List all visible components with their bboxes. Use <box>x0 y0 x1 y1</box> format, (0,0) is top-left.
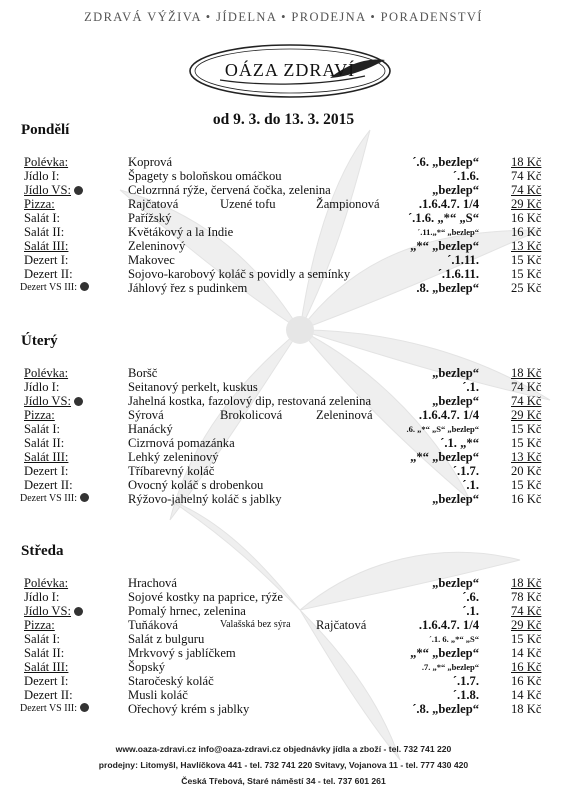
dish-name: Sojovo-karobový koláč s povidly a semínky <box>128 267 351 281</box>
vs-badge-icon <box>74 186 83 195</box>
allergen-codes: ´.1. <box>462 380 479 394</box>
menu-row <box>0 225 567 239</box>
menu-category <box>24 464 106 478</box>
menu-row <box>0 450 567 464</box>
price: 16 Kč <box>511 492 542 506</box>
dish-name: Rýžovo-jahelný koláč s jablky <box>128 492 282 506</box>
menu-category-label: Dezert VS III: <box>20 703 78 714</box>
vs-badge-icon <box>74 397 83 406</box>
allergen-codes: „bezlep“ <box>432 492 479 506</box>
price: 16 Kč <box>511 674 542 688</box>
dish-name: Makovec <box>128 253 175 267</box>
allergen-codes: „*“ „bezlep“ <box>410 450 479 464</box>
pizza-option: Valašská bez sýra <box>220 619 291 630</box>
price: 15 Kč <box>511 436 542 450</box>
vs-badge-icon <box>80 703 89 712</box>
allergen-codes: „bezlep“ <box>432 366 479 380</box>
menu-row <box>0 394 567 408</box>
menu-category <box>24 590 106 604</box>
allergen-codes: „bezlep“ <box>432 576 479 590</box>
menu-category-label: Jídlo I: <box>24 380 60 394</box>
dish-name: Boršč <box>128 366 158 380</box>
pizza-option: Brokolicová <box>220 408 283 422</box>
price: 15 Kč <box>511 422 542 436</box>
price: 15 Kč <box>511 253 542 267</box>
dish-name: Hrachová <box>128 576 177 590</box>
allergen-codes: ´.1.7. <box>452 464 479 478</box>
dish-name: Zeleninový <box>128 239 186 253</box>
menu-category <box>24 225 106 239</box>
allergen-codes: ´.1. 6. „*“ „S“ <box>428 634 479 644</box>
price: 16 Kč <box>511 225 542 239</box>
menu-category-label: Dezert II: <box>24 267 73 281</box>
allergen-codes: ´.1. <box>462 604 479 618</box>
allergen-codes: .6. „*“ „S“ „bezlep“ <box>406 424 479 434</box>
date-range: od 9. 3. do 13. 3. 2015 <box>212 111 355 128</box>
day-title: Středa <box>21 543 64 559</box>
menu-category <box>24 211 106 225</box>
menu-row <box>0 239 567 253</box>
allergen-codes: „bezlep“ <box>432 183 479 197</box>
menu-category-label: Dezert VS III: <box>20 493 78 504</box>
menu-category-label: Dezert II: <box>24 478 73 492</box>
allergen-codes: .1.6.4.7. 1/4 <box>418 197 479 211</box>
menu-category <box>24 632 106 646</box>
logo-name: OÁZA ZDRAVÍ <box>224 60 356 80</box>
dish-name: Špagety s boloňskou omáčkou <box>128 169 282 183</box>
menu-category-label: Polévka: <box>24 366 69 380</box>
price: 74 Kč <box>511 169 542 183</box>
menu-row <box>0 646 567 660</box>
menu-category <box>24 688 106 702</box>
pizza-option: Zeleninová <box>316 408 373 422</box>
menu-items <box>0 576 567 716</box>
pizza-option: Rajčatová <box>128 197 179 211</box>
menu-category-label: Dezert VS III: <box>20 282 78 293</box>
allergen-codes: ´.1.11. <box>447 253 479 267</box>
menu-row <box>0 688 567 702</box>
footer-store-ceska-trebova: Česká Třebová, Staré náměstí 34 - tel. 737 601 261 <box>181 776 386 786</box>
pizza-option: Žampionová <box>316 197 380 211</box>
menu-row <box>0 702 567 716</box>
allergen-codes: .8. „bezlep“ <box>416 281 479 295</box>
menu-category <box>20 702 102 716</box>
dish-name: Koprová <box>128 155 173 169</box>
menu-row <box>0 422 567 436</box>
menu-category <box>24 253 106 267</box>
menu-row <box>0 492 567 506</box>
pizza-option: Tuňáková <box>128 618 178 632</box>
menu-category-label: Pizza: <box>24 618 55 632</box>
menu-row <box>0 590 567 604</box>
price: 29 Kč <box>511 618 542 632</box>
menu-row <box>0 408 567 422</box>
price: 25 Kč <box>511 281 542 295</box>
menu-row <box>0 380 567 394</box>
menu-category-label: Salát I: <box>24 632 61 646</box>
menu-row <box>0 674 567 688</box>
menu-category <box>24 380 106 394</box>
menu-category <box>20 281 102 295</box>
dish-name: Pomalý hrnec, zelenina <box>128 604 246 618</box>
dish-name: Staročeský koláč <box>128 674 214 688</box>
menu-category-label: Dezert I: <box>24 253 69 267</box>
price: 74 Kč <box>511 394 542 408</box>
menu-category-label: Pizza: <box>24 197 55 211</box>
dish-name: Celozrnná rýže, červená čočka, zelenina <box>128 183 331 197</box>
menu-category-label: Salát III: <box>24 660 69 674</box>
dish-name: Cizrnová pomazánka <box>128 436 235 450</box>
menu-category <box>24 408 106 422</box>
vs-badge-icon <box>74 607 83 616</box>
menu-category <box>20 492 102 506</box>
dish-name: Seitanový perkelt, kuskus <box>128 380 258 394</box>
price: 14 Kč <box>511 688 542 702</box>
allergen-codes: ´.1.6. <box>452 169 479 183</box>
vs-badge-icon <box>80 493 89 502</box>
menu-category-label: Salát I: <box>24 422 61 436</box>
price: 74 Kč <box>511 380 542 394</box>
pizza-option: Sýrová <box>128 408 164 422</box>
price: 16 Kč <box>511 211 542 225</box>
menu-category-label: Dezert I: <box>24 464 69 478</box>
allergen-codes: ´.1.7. <box>452 674 479 688</box>
dish-name: Ovocný koláč s drobenkou <box>128 478 264 492</box>
price: 15 Kč <box>511 267 542 281</box>
allergen-codes: ´.1.6. „*“ „S“ <box>407 211 479 225</box>
menu-row <box>0 366 567 380</box>
menu-category <box>24 660 106 674</box>
dish-name: Musli koláč <box>128 688 188 702</box>
price: 20 Kč <box>511 464 542 478</box>
footer-stores: prodejny: Litomyšl, Havlíčkova 441 - tel. 732 741 220 Svitavy, Vojanova 11 - tel. 777 430 420 <box>98 760 469 770</box>
dish-name: Šopský <box>128 660 166 674</box>
menu-category <box>24 267 106 281</box>
menu-row <box>0 478 567 492</box>
menu-category <box>24 197 106 211</box>
pizza-option: Uzené tofu <box>220 197 276 211</box>
menu-row <box>0 281 567 295</box>
menu-category <box>24 646 106 660</box>
dish-name: Sojové kostky na paprice, rýže <box>128 590 283 604</box>
menu-category-label: Salát II: <box>24 225 65 239</box>
menu-category <box>24 618 106 632</box>
menu-row <box>0 576 567 590</box>
menu-category-label: Dezert II: <box>24 688 73 702</box>
menu-category-label: Salát II: <box>24 436 65 450</box>
allergen-codes: .1.6.4.7. 1/4 <box>418 618 479 632</box>
price: 74 Kč <box>511 183 542 197</box>
menu-category <box>24 155 106 169</box>
menu-row <box>0 211 567 225</box>
price: 78 Kč <box>511 590 542 604</box>
price: 14 Kč <box>511 646 542 660</box>
vs-badge-icon <box>80 282 89 291</box>
dish-name: Lehký zeleninový <box>128 450 219 464</box>
menu-category <box>24 169 106 183</box>
dish-name: Ořechový krém s jablky <box>128 702 250 716</box>
menu-category-label: Salát I: <box>24 211 61 225</box>
menu-row <box>0 660 567 674</box>
menu-category-label: Polévka: <box>24 576 69 590</box>
menu-category <box>24 394 106 408</box>
menu-items <box>0 366 567 506</box>
menu-row <box>0 436 567 450</box>
price: 13 Kč <box>511 239 542 253</box>
allergen-codes: „*“ „bezlep“ <box>410 646 479 660</box>
menu-row <box>0 632 567 646</box>
allergen-codes: .7. „*“ „bezlep“ <box>421 662 479 672</box>
allergen-codes: ´.1. „*“ <box>440 436 479 450</box>
price: 74 Kč <box>511 604 542 618</box>
pizza-option: Rajčatová <box>316 618 367 632</box>
allergen-codes: ´.8. „bezlep“ <box>412 702 479 716</box>
menu-row <box>0 618 567 632</box>
price: 18 Kč <box>511 366 542 380</box>
allergen-codes: ´.1. <box>462 478 479 492</box>
menu-category <box>24 450 106 464</box>
price: 18 Kč <box>511 576 542 590</box>
menu-category <box>24 576 106 590</box>
allergen-codes: ´.1.6.11. <box>437 267 479 281</box>
price: 29 Kč <box>511 197 542 211</box>
menu-category-label: Salát III: <box>24 450 69 464</box>
price: 18 Kč <box>511 155 542 169</box>
menu-row <box>0 464 567 478</box>
menu-category-label: Jídlo VS: <box>24 604 72 618</box>
day-title: Pondělí <box>21 122 70 138</box>
menu-row <box>0 253 567 267</box>
price: 29 Kč <box>511 408 542 422</box>
menu-category-label: Polévka: <box>24 155 69 169</box>
menu-category-label: Pizza: <box>24 408 55 422</box>
dish-name: Salát z bulguru <box>128 632 205 646</box>
allergen-codes: ´.6. „bezlep“ <box>412 155 479 169</box>
menu-category <box>24 183 106 197</box>
menu-row <box>0 197 567 211</box>
menu-row <box>0 155 567 169</box>
menu-row <box>0 604 567 618</box>
allergen-codes: .1.6.4.7. 1/4 <box>418 408 479 422</box>
allergen-codes: ´.11.„*“ „bezlep“ <box>417 227 479 237</box>
menu-category <box>24 604 106 618</box>
allergen-codes: ´.1.8. <box>452 688 479 702</box>
dish-name: Tříbarevný koláč <box>128 464 215 478</box>
menu-category-label: Jídlo VS: <box>24 394 72 408</box>
dish-name: Jáhlový řez s pudinkem <box>128 281 248 295</box>
menu-category-label: Jídlo I: <box>24 169 60 183</box>
menu-items <box>0 155 567 295</box>
price: 13 Kč <box>511 450 542 464</box>
day-title: Úterý <box>21 333 58 349</box>
menu-category-label: Dezert I: <box>24 674 69 688</box>
dish-name: Pařížský <box>128 211 172 225</box>
allergen-codes: „bezlep“ <box>432 394 479 408</box>
menu-category <box>24 239 106 253</box>
menu-category <box>24 478 106 492</box>
menu-row <box>0 183 567 197</box>
menu-category-label: Salát II: <box>24 646 65 660</box>
menu-category <box>24 674 106 688</box>
allergen-codes: „*“ „bezlep“ <box>410 239 479 253</box>
dish-name: Mrkvový s jablíčkem <box>128 646 236 660</box>
menu-row <box>0 169 567 183</box>
price: 15 Kč <box>511 478 542 492</box>
menu-category-label: Jídlo VS: <box>24 183 72 197</box>
menu-category <box>24 366 106 380</box>
menu-category <box>24 436 106 450</box>
menu-category <box>24 422 106 436</box>
tagline: ZDRAVÁ VÝŽIVA • JÍDELNA • PRODEJNA • PORADENSTVÍ <box>84 10 483 24</box>
footer-contacts: www.oaza-zdravi.cz info@oaza-zdravi.cz objednávky jídla a zboží - tel. 732 741 220 <box>115 744 452 754</box>
price: 16 Kč <box>511 660 542 674</box>
price: 18 Kč <box>511 702 542 716</box>
dish-name: Květákový a la Indie <box>128 225 234 239</box>
dish-name: Jahelná kostka, fazolový dip, restovaná zelenina <box>128 394 372 408</box>
allergen-codes: ´.6. <box>462 590 479 604</box>
menu-category-label: Jídlo I: <box>24 590 60 604</box>
price: 15 Kč <box>511 632 542 646</box>
dish-name: Hanácký <box>128 422 173 436</box>
menu-category-label: Salát III: <box>24 239 69 253</box>
menu-row <box>0 267 567 281</box>
